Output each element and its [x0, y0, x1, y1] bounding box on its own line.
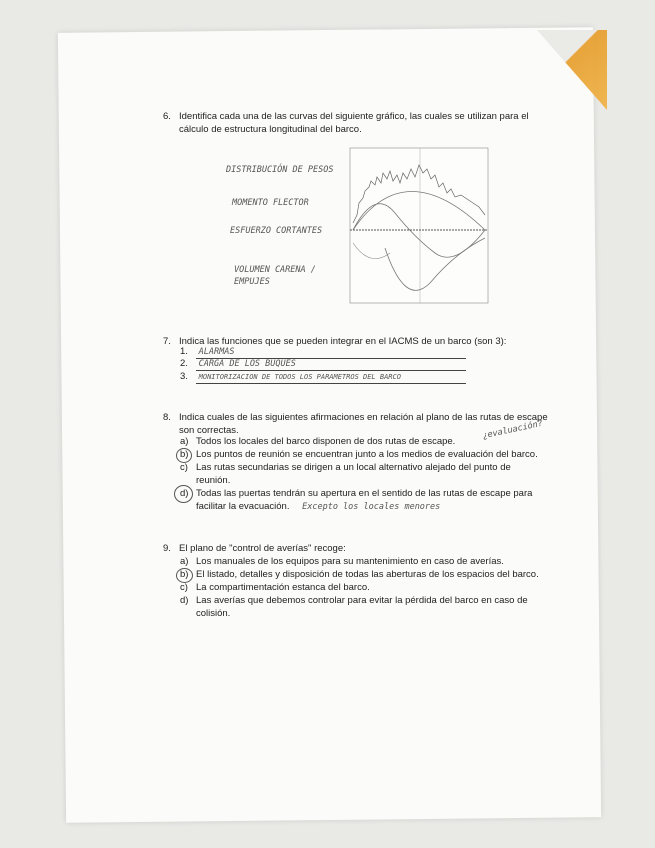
question-8-text-line2: son correctas.	[179, 425, 239, 436]
question-9-number: 9.	[163, 543, 171, 554]
question-7-text: Indica las funciones que se pueden integrar en el IACMS de un barco (son 3):	[179, 336, 507, 347]
q9-option-a[interactable]	[180, 556, 504, 569]
q9-option-a-label: a)	[180, 556, 189, 567]
q9-option-d[interactable]	[180, 595, 528, 620]
longitudinal-strength-chart	[345, 143, 495, 308]
q8-option-d-note: Excepto los locales menores	[302, 501, 441, 512]
curve-label-buoyancy: VOLUMEN CARENA / EMPUJES	[234, 265, 316, 287]
question-6	[163, 110, 563, 136]
q9-option-d-label: d)	[180, 595, 189, 606]
q9-option-b-text: El listado, detalles y disposición de todas las aberturas de los espacios del barco.	[196, 569, 539, 580]
q9-option-c[interactable]	[180, 582, 370, 595]
question-9-text: El plano de "control de averías" recoge:	[179, 543, 346, 554]
q9-option-d-text2: colisión.	[196, 607, 231, 619]
q8-option-b-text: Los puntos de reunión se encuentran junto a los medios de evaluación del barco.	[196, 449, 538, 460]
q7-item-1-answer[interactable]: ALARMAS	[198, 347, 235, 357]
q8-option-d-circle	[174, 485, 193, 503]
q8-option-a-label: a)	[180, 436, 189, 447]
q8-option-c-text2: reunión.	[196, 474, 231, 486]
q9-option-b-circle	[176, 568, 193, 583]
q7-item-1	[180, 346, 234, 359]
q8-option-b-label: b)	[180, 449, 189, 460]
chart-frame	[350, 148, 488, 303]
q8-option-d-text2: facilitar la evacuación.	[196, 500, 290, 512]
curve-label-weights: DISTRIBUCIÓN DE PESOS	[226, 165, 334, 175]
question-9	[163, 542, 563, 555]
q7-line-3	[196, 383, 466, 384]
q7-item-1-number: 1.	[180, 346, 188, 357]
curve-label-shear: ESFUERZO CORTANTES	[230, 226, 323, 236]
q7-item-2-answer[interactable]: CARGA DE LOS BUQUES	[198, 359, 296, 369]
q8-option-d-label: d)	[180, 488, 189, 499]
q9-option-b-label: b)	[180, 569, 189, 580]
q9-option-c-label: c)	[180, 582, 188, 593]
q8-option-a[interactable]	[180, 436, 455, 449]
q7-item-3-answer[interactable]: MONITORIZACION DE TODOS LOS PARAMETROS DEL BARCO	[198, 373, 401, 381]
q8-margin-note: ¿evaluación?	[481, 418, 544, 442]
q9-option-c-text: La compartimentación estanca del barco.	[196, 582, 370, 593]
q8-option-c-text: Las rutas secundarias se dirigen a un local alternativo alejado del punto de	[196, 462, 511, 473]
q9-option-a-text: Los manuales de los equipos para su mantenimiento en caso de averías.	[196, 556, 504, 567]
question-6-text-line1: Identifica cada una de las curvas del siguiente gráfico, las cuales se utilizan para el	[179, 111, 529, 122]
q9-option-b[interactable]	[180, 569, 539, 582]
q7-item-3	[180, 371, 401, 384]
q8-option-a-text: Todos los locales del barco disponen de dos rutas de escape.	[196, 436, 456, 447]
q9-option-d-text: Las averías que debemos controlar para evitar la pérdida del barco en caso de	[196, 595, 528, 606]
q8-option-b[interactable]	[180, 449, 538, 462]
q7-item-2	[180, 358, 296, 371]
q8-option-c[interactable]	[180, 462, 511, 487]
q7-item-2-number: 2.	[180, 358, 188, 369]
question-7-number: 7.	[163, 336, 171, 347]
q8-option-c-label: c)	[180, 462, 188, 473]
q7-item-3-number: 3.	[180, 371, 188, 382]
curve-label-bending-moment: MOMENTO FLECTOR	[232, 198, 309, 208]
q8-option-d-text: Todas las puertas tendrán su apertura en el sentido de las rutas de escape para	[196, 488, 533, 499]
question-8-text-line1: Indica cuales de las siguientes afirmaciones en relación al plano de las rutas de escape	[179, 412, 548, 423]
question-6-number: 6.	[163, 111, 171, 122]
question-6-text-line2: cálculo de estructura longitudinal del barco.	[179, 124, 362, 135]
q8-option-b-circle	[176, 448, 192, 463]
question-8-number: 8.	[163, 412, 171, 423]
q8-option-d[interactable]	[180, 488, 532, 513]
